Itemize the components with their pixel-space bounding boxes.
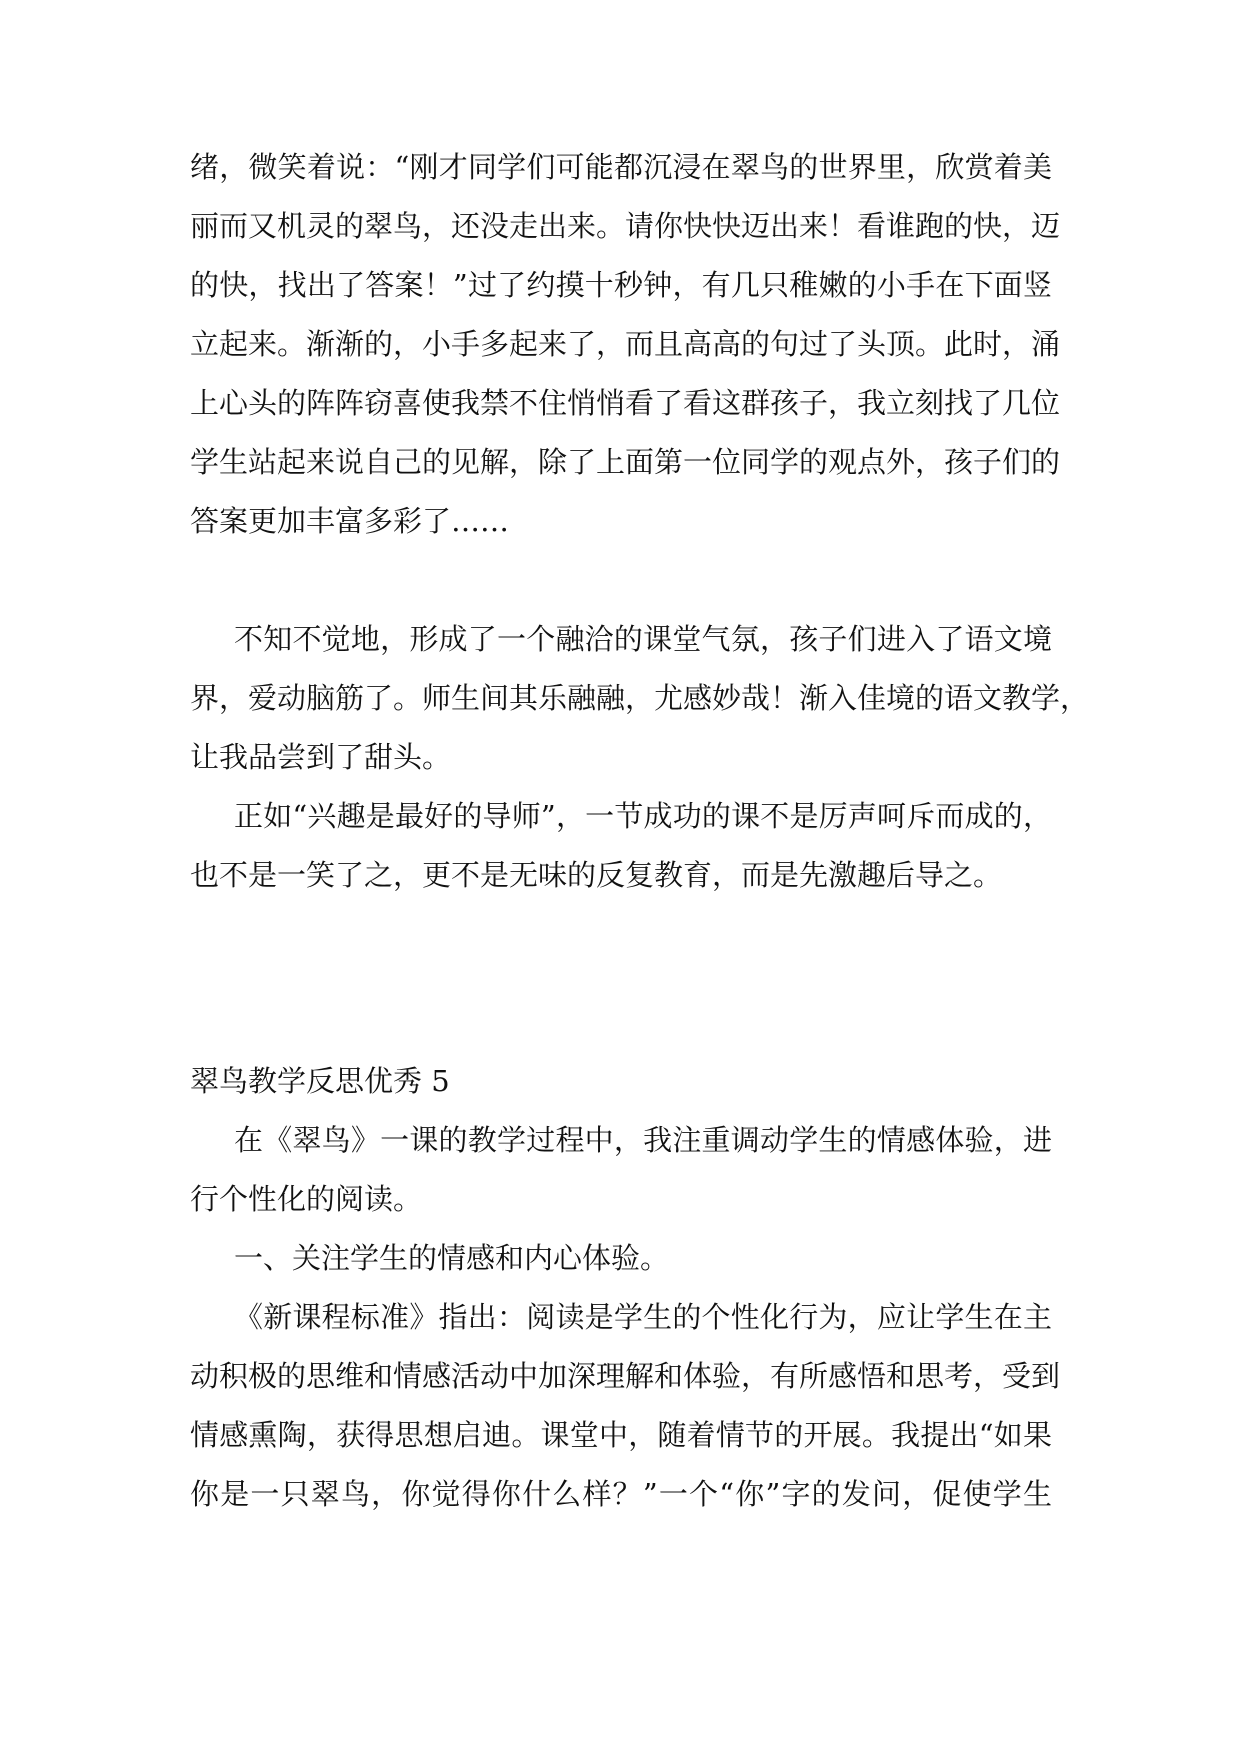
paragraph-line: 立起来。渐渐的，小手多起来了，而且高高的句过了头顶。此时，涌 — [190, 327, 1061, 361]
paragraph-line: 也不是一笑了之，更不是无味的反复教育，而是先激趣后导之。 — [190, 858, 1003, 892]
section-title: 翠鸟教学反思优秀 5 — [190, 1064, 450, 1098]
paragraph-line: 行个性化的阅读。 — [190, 1182, 423, 1216]
paragraph-line: 答案更加丰富多彩了…… — [190, 504, 510, 538]
subheading: 一、关注学生的情感和内心体验。 — [234, 1241, 670, 1275]
paragraph-line: 在《翠鸟》一课的教学过程中，我注重调动学生的情感体验，进 — [234, 1123, 1052, 1157]
paragraph-line: 丽而又机灵的翠鸟，还没走出来。请你快快迈出来！看谁跑的快，迈 — [190, 209, 1061, 243]
paragraph-line: 的快，找出了答案！”过了约摸十秒钟，有几只稚嫩的小手在下面竖 — [190, 268, 1052, 302]
paragraph-line: 绪，微笑着说：“刚才同学们可能都沉浸在翠鸟的世界里，欣赏着美 — [190, 150, 1052, 184]
paragraph-line: 不知不觉地，形成了一个融洽的课堂气氛，孩子们进入了语文境 — [234, 622, 1052, 656]
paragraph-line: 《新课程标准》指出：阅读是学生的个性化行为，应让学生在主 — [234, 1300, 1052, 1334]
paragraph-line: 让我品尝到了甜头。 — [190, 740, 452, 774]
paragraph-line: 界，爱动脑筋了。师生间其乐融融，尤感妙哉！渐入佳境的语文教学， — [190, 681, 1090, 715]
paragraph-line: 正如“兴趣是最好的导师”，一节成功的课不是厉声呵斥而成的， — [234, 799, 1052, 833]
paragraph-line: 情感熏陶，获得思想启迪。课堂中，随着情节的开展。我提出“如果 — [190, 1418, 1052, 1452]
paragraph-line: 学生站起来说自己的见解，除了上面第一位同学的观点外，孩子们的 — [190, 445, 1061, 479]
paragraph-line: 你是一只翠鸟，你觉得你什么样？”一个“你”字的发问，促使学生 — [190, 1477, 1052, 1511]
paragraph-line: 动积极的思维和情感活动中加深理解和体验，有所感悟和思考，受到 — [190, 1359, 1061, 1393]
paragraph-line: 上心头的阵阵窃喜使我禁不住悄悄看了看这群孩子，我立刻找了几位 — [190, 386, 1061, 420]
